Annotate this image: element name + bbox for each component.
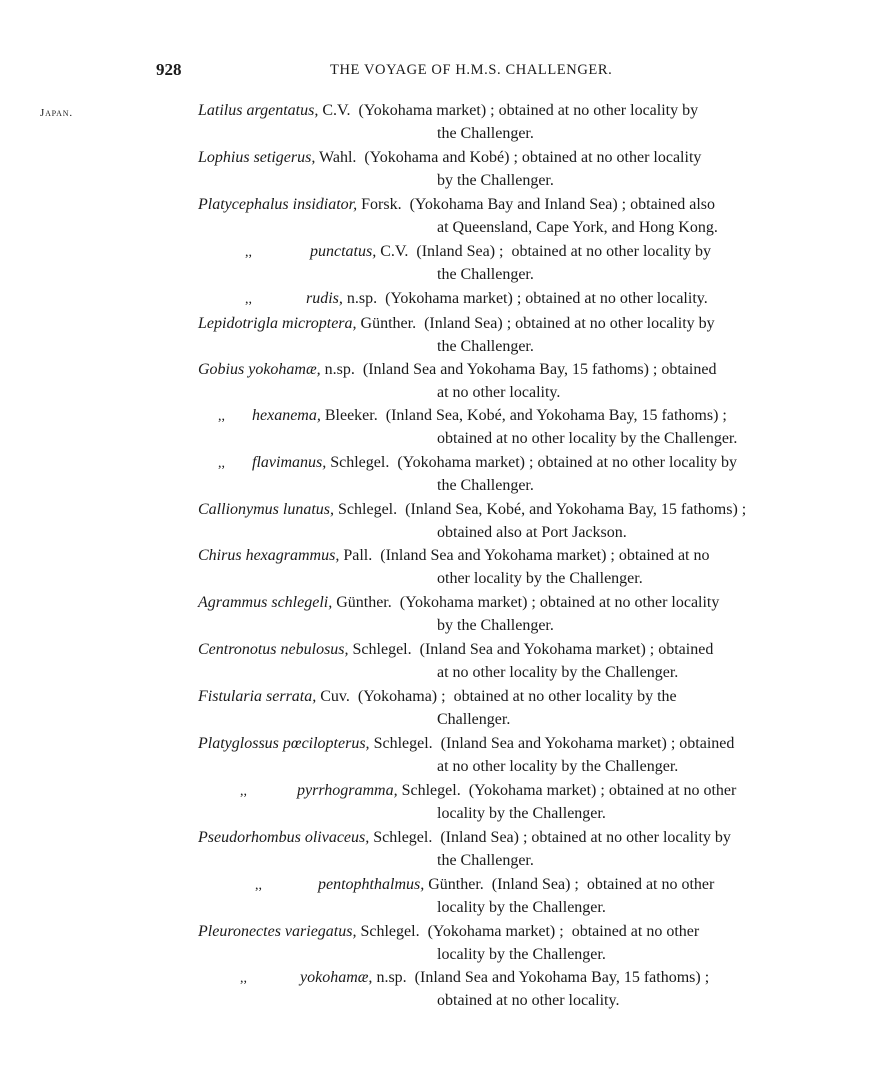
- species-author: n.sp.: [372, 969, 407, 986]
- species-name: yokohamæ,: [300, 969, 373, 986]
- entry-line: [240, 968, 709, 989]
- entry-continuation: other locality by the Challenger.: [437, 570, 643, 587]
- locality-text: (Yokohama market) ; obtained at no other locality by: [389, 454, 737, 471]
- entry-continuation: the Challenger.: [437, 338, 534, 355]
- species-name: Fistularia serrata,: [198, 688, 317, 705]
- species-author: Schlegel.: [334, 501, 398, 518]
- species-author: Schlegel.: [348, 641, 412, 658]
- locality-text: (Inland Sea and Yokohama Bay, 15 fathoms) ;: [406, 969, 710, 986]
- locality-text: (Yokohama and Kobé) ; obtained at no other locality: [356, 149, 702, 166]
- locality-text: (Inland Sea) ; obtained at no other locality by: [408, 243, 711, 260]
- entry-line: [198, 360, 716, 380]
- species-name: rudis,: [306, 290, 343, 307]
- locality-text: (Inland Sea and Yokohama market) ; obtained: [411, 641, 714, 658]
- entry-line: [198, 734, 734, 754]
- entry-continuation: locality by the Challenger.: [437, 899, 606, 916]
- locality-text: (Yokohama market) ; obtained at no other locality: [391, 594, 720, 611]
- ditto-mark: ,,: [245, 245, 252, 260]
- locality-text: (Inland Sea, Kobé, and Yokohama Bay, 15 fathoms) ;: [377, 407, 727, 424]
- entry-line: [240, 781, 736, 802]
- entry-continuation: the Challenger.: [437, 477, 534, 494]
- species-name: Pleuronectes variegatus,: [198, 923, 357, 940]
- entry-continuation: by the Challenger.: [437, 617, 554, 634]
- locality-text: (Yokohama market) ; obtained at no other: [460, 782, 737, 799]
- locality-text: (Yokohama) ; obtained at no other locality by the: [349, 688, 677, 705]
- species-name: Chirus hexagrammus,: [198, 547, 340, 564]
- entry-continuation: the Challenger.: [437, 125, 534, 142]
- entry-continuation: the Challenger.: [437, 852, 534, 869]
- locality-text: (Inland Sea and Yokohama Bay, 15 fathoms) ; obtained: [354, 361, 717, 378]
- entry-continuation: locality by the Challenger.: [437, 946, 606, 963]
- species-name: pyrrhogramma,: [297, 782, 398, 799]
- entry-line: [218, 453, 737, 474]
- locality-text: (Inland Sea, Kobé, and Yokohama Bay, 15 fathoms) ;: [397, 501, 747, 518]
- species-name: flavimanus,: [252, 454, 327, 471]
- species-author: Günther.: [424, 876, 484, 893]
- entry-continuation: obtained also at Port Jackson.: [437, 524, 627, 541]
- locality-text: (Inland Sea and Yokohama market) ; obtained: [432, 735, 735, 752]
- entry-line: [218, 406, 727, 427]
- species-name: Callionymus lunatus,: [198, 501, 335, 518]
- entry-continuation: Challenger.: [437, 711, 511, 728]
- species-author: Schlegel.: [369, 735, 433, 752]
- species-author: Schlegel.: [356, 923, 420, 940]
- species-author: Forsk.: [357, 196, 402, 213]
- entry-continuation: at Queensland, Cape York, and Hong Kong.: [437, 219, 718, 236]
- species-author: Schlegel.: [397, 782, 461, 799]
- species-name: punctatus,: [310, 243, 377, 260]
- species-name: Lepidotrigla microptera,: [198, 315, 357, 332]
- species-name: Centronotus nebulosus,: [198, 641, 349, 658]
- entry-line: [198, 828, 731, 848]
- locality-text: (Yokohama market) ; obtained at no other locality.: [377, 290, 708, 307]
- ditto-mark: ,,: [218, 456, 225, 471]
- page-number: 928: [156, 60, 182, 79]
- locality-text: (Yokohama market) ; obtained at no other locality by: [350, 102, 699, 119]
- species-name: hexanema,: [252, 407, 321, 424]
- entry-line: [255, 875, 714, 896]
- species-author: C.V.: [318, 102, 351, 119]
- species-author: Cuv.: [316, 688, 350, 705]
- species-author: Wahl.: [315, 149, 357, 166]
- entry-continuation: by the Challenger.: [437, 172, 554, 189]
- entry-line: [198, 640, 713, 660]
- entry-line: [245, 242, 711, 263]
- species-name: Latilus argentatus,: [198, 102, 319, 119]
- locality-text: (Inland Sea and Yokohama market) ; obtained at no: [372, 547, 710, 564]
- species-author: Pall.: [339, 547, 373, 564]
- locality-text: (Yokohama Bay and Inland Sea) ; obtained also: [401, 196, 715, 213]
- species-author: C.V.: [376, 243, 409, 260]
- locality-text: (Yokohama market) ; obtained at no other: [419, 923, 700, 940]
- species-author: n.sp.: [320, 361, 355, 378]
- entry-continuation: the Challenger.: [437, 266, 534, 283]
- entry-continuation: at no other locality by the Challenger.: [437, 664, 679, 681]
- entry-line: [198, 546, 709, 566]
- species-author: n.sp.: [342, 290, 378, 307]
- ditto-mark: ,,: [218, 409, 225, 424]
- species-name: Gobius yokohamæ,: [198, 361, 321, 378]
- entry-continuation: locality by the Challenger.: [437, 805, 606, 822]
- species-author: Schlegel.: [326, 454, 390, 471]
- locality-text: (Inland Sea) ; obtained at no other: [483, 876, 715, 893]
- species-name: Agrammus schlegeli,: [198, 594, 333, 611]
- species-author: Bleeker.: [320, 407, 378, 424]
- entry-continuation: obtained at no other locality by the Challenger.: [437, 430, 738, 447]
- species-author: Günther.: [356, 315, 417, 332]
- species-name: Pseudorhombus olivaceus,: [198, 829, 370, 846]
- locality-text: (Inland Sea) ; obtained at no other locality by: [416, 315, 715, 332]
- locality-text: (Inland Sea) ; obtained at no other locality by: [432, 829, 731, 846]
- entry-line: [198, 593, 719, 613]
- entry-line: [198, 195, 715, 215]
- species-author: Günther.: [332, 594, 392, 611]
- entry-continuation: at no other locality by the Challenger.: [437, 758, 679, 775]
- entry-continuation: obtained at no other locality.: [437, 992, 620, 1009]
- species-name: Lophius setigerus,: [198, 149, 316, 166]
- species-name: pentophthalmus,: [318, 876, 425, 893]
- species-name: Platycephalus insidiator,: [198, 196, 358, 213]
- entry-line: [198, 314, 715, 334]
- ditto-mark: ,,: [245, 292, 252, 307]
- ditto-mark: ,,: [255, 878, 262, 893]
- entry-line: [198, 500, 746, 520]
- entry-line: [245, 289, 708, 310]
- entry-line: [198, 101, 698, 121]
- running-title: THE VOYAGE OF H.M.S. CHALLENGER.: [330, 62, 613, 78]
- entry-line: [198, 687, 677, 707]
- species-author: Schlegel.: [369, 829, 433, 846]
- species-name: Platyglossus pœcilopterus,: [198, 735, 370, 752]
- margin-label: Japan.: [40, 107, 73, 119]
- entry-line: [198, 148, 701, 168]
- ditto-mark: ,,: [240, 784, 247, 799]
- entry-continuation: at no other locality.: [437, 384, 561, 401]
- ditto-mark: ,,: [240, 971, 247, 986]
- entry-line: [198, 922, 699, 942]
